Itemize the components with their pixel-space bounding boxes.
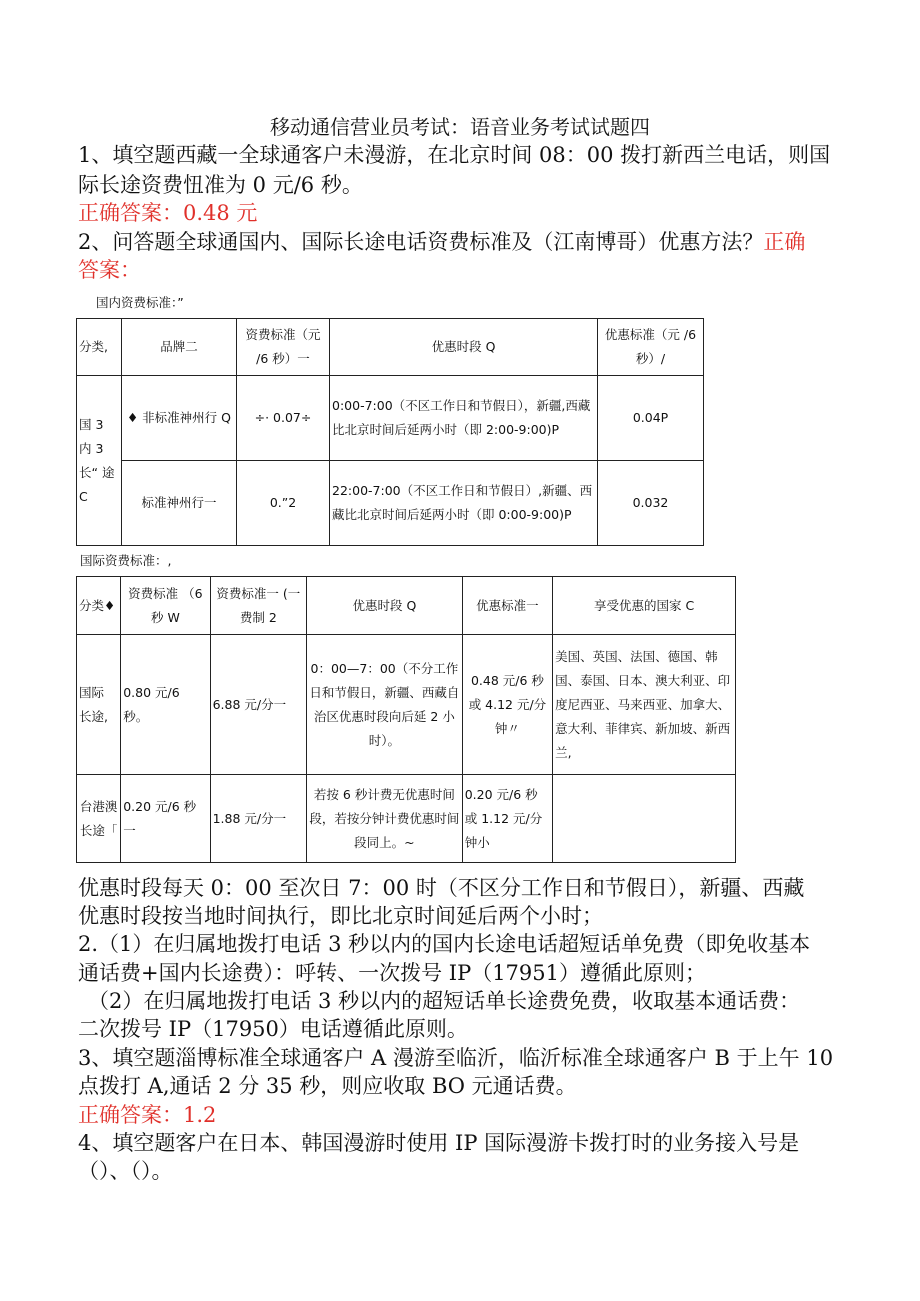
q1-line1: 1、填空题西藏一全球通客户未漫游，在北京时间 08：00 拨打新西兰电话，则国 [78,143,831,167]
header-category: 分类♦ [77,577,121,635]
discount-cell: 0.04P [598,376,704,461]
countries-cell [553,775,736,863]
table-header-row [77,319,704,376]
header-category: 分类, [77,319,122,376]
table-row [77,461,704,546]
q3-line2: 点拨打 A,通话 2 分 35 秒，则应收取 BO 元通话费。 [78,1074,577,1098]
period-cell: 0:00-7:00（不区工作日和节假日），新疆,西藏比北京时间后延两小时（即 2:00-9:00)P [330,376,598,461]
q2-line1 [78,229,805,255]
price1-cell: 0.20 元/6 秒一 [121,775,210,863]
table-header-row [77,577,736,635]
table-row [77,775,736,863]
price-cell: 0.”2 [237,461,330,546]
page-title: 移动通信营业员考试：语音业务考试试题四 [270,115,650,139]
header-countries: 享受优惠的国家 C [553,577,736,635]
q2-answer-label-part1: 正确 [763,230,806,254]
header-price-6s: 资费标准 （6 秒 W [121,577,210,635]
domestic-rate-table [76,318,704,546]
explain-line-5: （2）在归属地拨打电话 3 秒以内的超短话单长途费免费，收取基本通话费： [88,989,801,1013]
header-period: 优惠时段 Q [330,319,598,376]
price-cell: ÷· 0.07÷ [237,376,330,461]
discount-cell: 0.48 元/6 秒或 4.12 元/分钟〃 [462,635,552,775]
period-cell: 若按 6 秒计费无优惠时间段，若按分钟计费优惠时间段同上。~ [307,775,463,863]
explain-line-2: 优惠时段按当地时间执行，即比北京时间延后两个小时； [78,904,603,928]
countries-cell: 美国、英国、法国、德国、韩国、泰国、日本、澳大利亚、印度尼西亚、马来西亚、加拿大、意大利、菲律宾、新加坡、新西兰, [553,635,736,775]
explain-line-1: 优惠时段每天 0：00 至次日 7：00 时（不区分工作日和节假日），新疆、西藏 [78,876,805,900]
domestic-caption: 国内资费标准：” [96,295,184,310]
table-row [77,376,704,461]
header-price-flat: 资费标准一 (一费制 2 [210,577,306,635]
q3-answer: 正确答案：1.2 [78,1103,217,1127]
price1-cell: 0.80 元/6 秒。 [121,635,210,775]
category-cell: 国 3 内 3 长“ 途 C [77,376,122,546]
explain-line-4: 通话费+国内长途费）：呼转、一次拨号 IP（17951）遵循此原则； [78,961,706,985]
category-cell: 台港澳 长途「 [77,775,121,863]
header-period: 优惠时段 Q [307,577,463,635]
q4-line2: （）、（）。 [78,1159,173,1183]
discount-cell: 0.032 [598,461,704,546]
q4-line1: 4、填空题客户在日本、韩国漫游时使用 IP 国际漫游卡拨打时的业务接入号是 [78,1131,800,1155]
header-price: 资费标准（元 /6 秒）一 [237,319,330,376]
q3-line1: 3、填空题淄博标准全球通客户 A 漫游至临沂，临沂标准全球通客户 B 于上午 10 [78,1046,834,1070]
price2-cell: 6.88 元/分一 [210,635,306,775]
q1-line2: 际长途资费忸准为 0 元/6 秒。 [78,173,363,197]
q2-answer-label-part2: 答案： [78,258,141,282]
q1-answer: 正确答案：0.48 元 [78,201,258,225]
header-brand: 品牌二 [122,319,237,376]
header-discount: 优惠标准一 [462,577,552,635]
period-cell: 0：00—7：00（不分工作日和节假日，新疆、西藏自治区优惠时段向后延 2 小时）。 [307,635,463,775]
header-discount: 优惠标准（元 /6 秒）/ [598,319,704,376]
explain-line-6: 二次拨号 IP（17950）电话遵循此原则。 [78,1017,468,1041]
explain-line-3: 2.（1）在归属地拨打电话 3 秒以内的国内长途电话超短话单免费（即免收基本 [78,932,811,956]
table-row [77,635,736,775]
intl-caption: 国际资费标准：, [80,553,172,568]
discount-cell: 0.20 元/6 秒或 1.12 元/分钟小 [462,775,552,863]
brand-cell: ♦ 非标准神州行 Q [122,376,237,461]
q2-question: 2、问答题全球通国内、国际长途电话资费标准及（江南博哥）优惠方法？ [78,230,764,254]
period-cell: 22:00-7:00（不区工作日和节假日）,新疆、西藏比北京时间后延两小时（即 0:00-9:00)P [330,461,598,546]
category-cell: 国际 长途, [77,635,121,775]
intl-rate-table [76,576,736,863]
price2-cell: 1.88 元/分一 [210,775,306,863]
brand-cell: 标准神州行一 [122,461,237,546]
